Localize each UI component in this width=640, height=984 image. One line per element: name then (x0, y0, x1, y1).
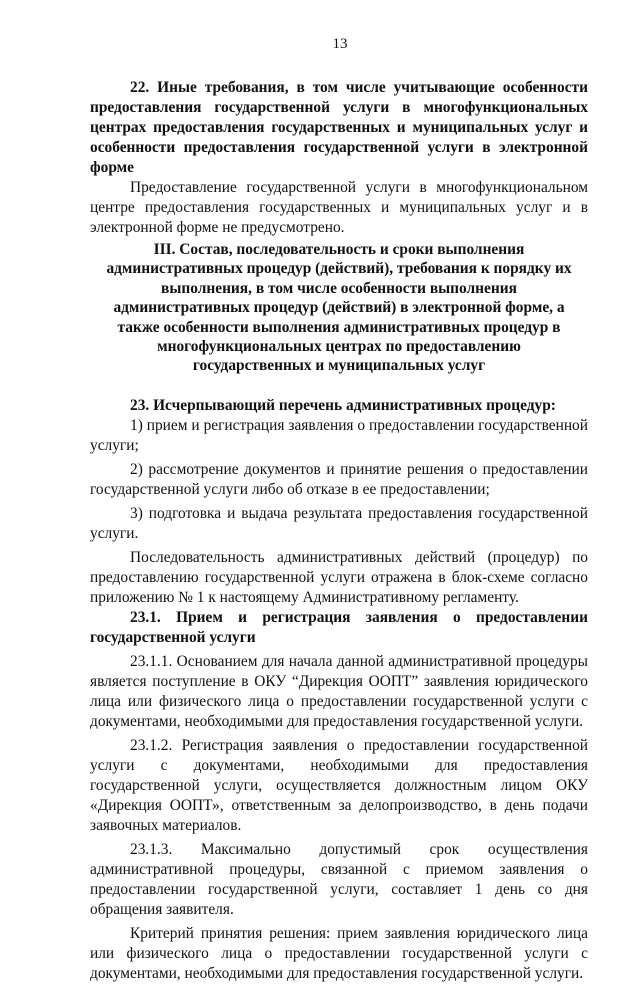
item-23-1-1-text: 23.1.1. Основанием для начала данной административной процедуры является поступление в ОКУ “Дирекция ООПТ” заявления юридического лица или физического лица о предоставлении государственной услуги с документами, необходимыми для предоставления государственной услуги. (90, 652, 588, 730)
decision-criterion-text: Критерий принятия решения: прием заявления юридического лица или физического лица о предоставлении государственной услуги с документами, необходимыми для предоставления государственной услуги. (90, 924, 588, 982)
item-23-1-2-text: 23.1.2. Регистрация заявления о предоставлении государственной услуги с документами, необходимыми для предоставления государственной услуги, осуществляется должностным лицом ОКУ «Дирекция ООПТ», ответственным за делопроизводство, в день подачи заявочных материалов. (90, 736, 588, 834)
page-number: 13 (332, 36, 348, 52)
item-23-1-3-text: 23.1.3. Максимально допустимый срок осуществления административной процедуры, связанной с приемом заявления о предоставлении государственной услуги, составляет 1 день со дня обращения заявителя. (90, 840, 588, 918)
item-23-1-heading: 23.1. Прием и регистрация заявления о предоставлении государственной услуги (90, 608, 588, 646)
item-23-heading: 23. Исчерпывающий перечень административных процедур: (130, 396, 556, 414)
item-23-list-item-3: 3) подготовка и выдача результата предоставления государственной услуги. (90, 504, 588, 542)
item-22-heading: 22. Иные требования, в том числе учитывающие особенности предоставления государственной услуги в многофункциональных центрах предоставления государственных и муниципальных услуг и особенности предоставления государственной услуги в электронной форме (90, 79, 588, 176)
item-23-sequence-text: Последовательность административных действий (процедур) по предоставлению государственной услуги отражена в блок-схеме согласно приложению № 1 к настоящему Административному регламенту. (90, 548, 588, 606)
item-22-text: Предоставление государственной услуги в многофункциональном центре предоставления государственных и муниципальных услуг и в электронной форме не предусмотрено. (90, 179, 588, 236)
section-3-title: III. Состав, последовательность и сроки выполнения административных процедур (действий), требования к порядку их выполнения, в том числе особенности выполнения административных процедур (действий) в электронной форме, а также особенности выполнения административных процедур в многофункциональных центрах по предоставлению государственных и муниципальных услуг (106, 241, 572, 375)
item-23-list-item-2: 2) рассмотрение документов и принятие решения о предоставлении государственной услуги либо об отказе в ее предоставлении; (90, 460, 588, 498)
item-23-list-item-1: 1) прием и регистрация заявления о предоставлении государственной услуги; (90, 416, 588, 454)
spacer (90, 376, 588, 396)
